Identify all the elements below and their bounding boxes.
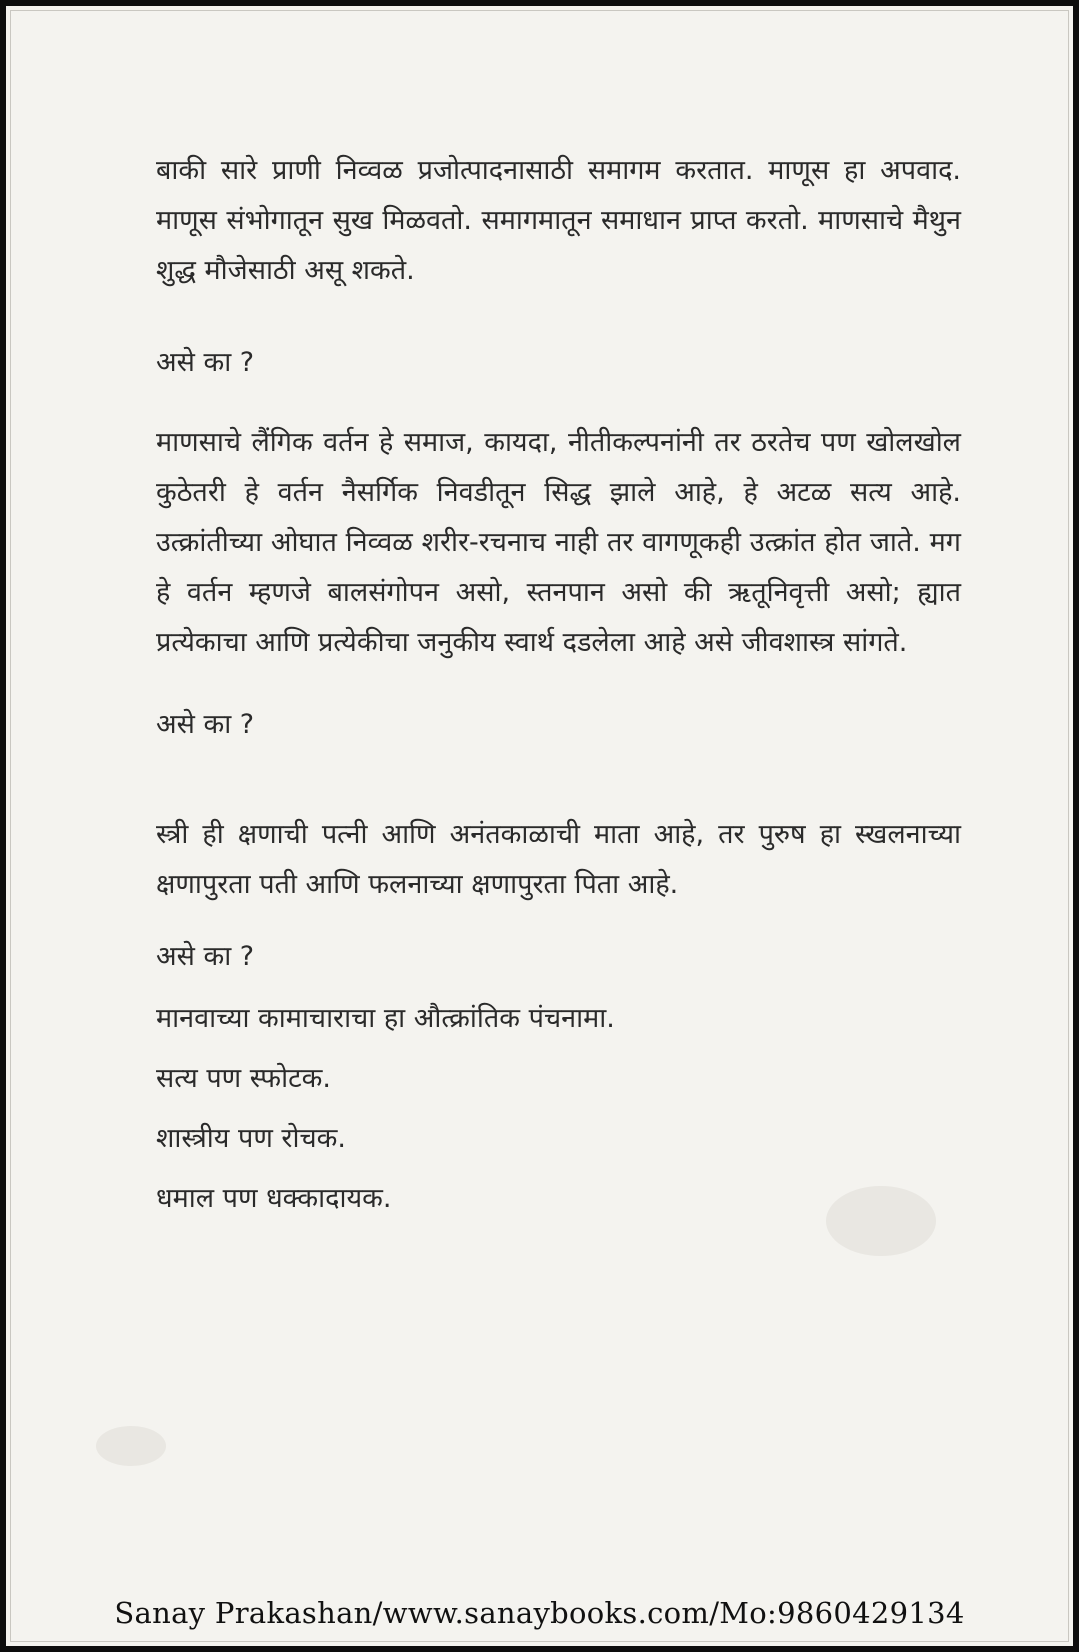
paper-smudge [96, 1426, 166, 1466]
tagline-science: शास्त्रीय पण रोचक. [156, 1123, 346, 1154]
paragraph-woman-man: स्त्री ही क्षणाची पत्नी आणि अनंतकाळाची माता आहे, तर पुरुष हा स्खलनाच्या क्षणापुरता पती आणि फलनाच्या क्षणापुरता पिता आहे. [156, 819, 961, 900]
paragraph-intro: बाकी सारे प्राणी निव्वळ प्रजोत्पादनासाठी समागम करतात. माणूस हा अपवाद. माणूस संभोगातून सुख मिळवतो. समागमातून समाधान प्राप्त करतो. माणसाचे मैथुन शुद्ध मौजेसाठी असू शकते. [156, 155, 961, 286]
question-line: असे का ? [156, 347, 255, 378]
paragraph-behaviour: माणसाचे लैंगिक वर्तन हे समाज, कायदा, नीतीकल्पनांनी तर ठरतेच पण खोलखोल कुठेतरी हे वर्तन नैसर्गिक निवडीतून सिद्ध झाले आहे, हे अटळ सत्य आहे. उत्क्रांतीच्या ओघात निव्वळ शरीर-रचनाच नाही तर वागणूकही उत्क्रांत होत जाते. मग हे वर्तन म्हणजे बालसंगोपन असो, स्तनपान असो की ऋतूनिवृत्ती असो; ह्यात प्रत्येकाचा आणि प्रत्येकीचा जनुकीय स्वार्थ दडलेला आहे असे जीवशास्त्र सांगते. [156, 427, 961, 658]
tagline-truth: सत्य पण स्फोटक. [156, 1063, 332, 1094]
tagline-summary: मानवाच्या कामाचाराचा हा औत्क्रांतिक पंचनामा. [156, 1003, 615, 1034]
question-line: असे का ? [156, 941, 255, 972]
publisher-footer: Sanay Prakashan/www.sanaybooks.com/Mo:9860429134 [114, 1596, 965, 1630]
tagline-fun: धमाल पण धक्कादायक. [156, 1183, 392, 1214]
question-line: असे का ? [156, 709, 255, 740]
blurb-text [156, 146, 961, 1234]
